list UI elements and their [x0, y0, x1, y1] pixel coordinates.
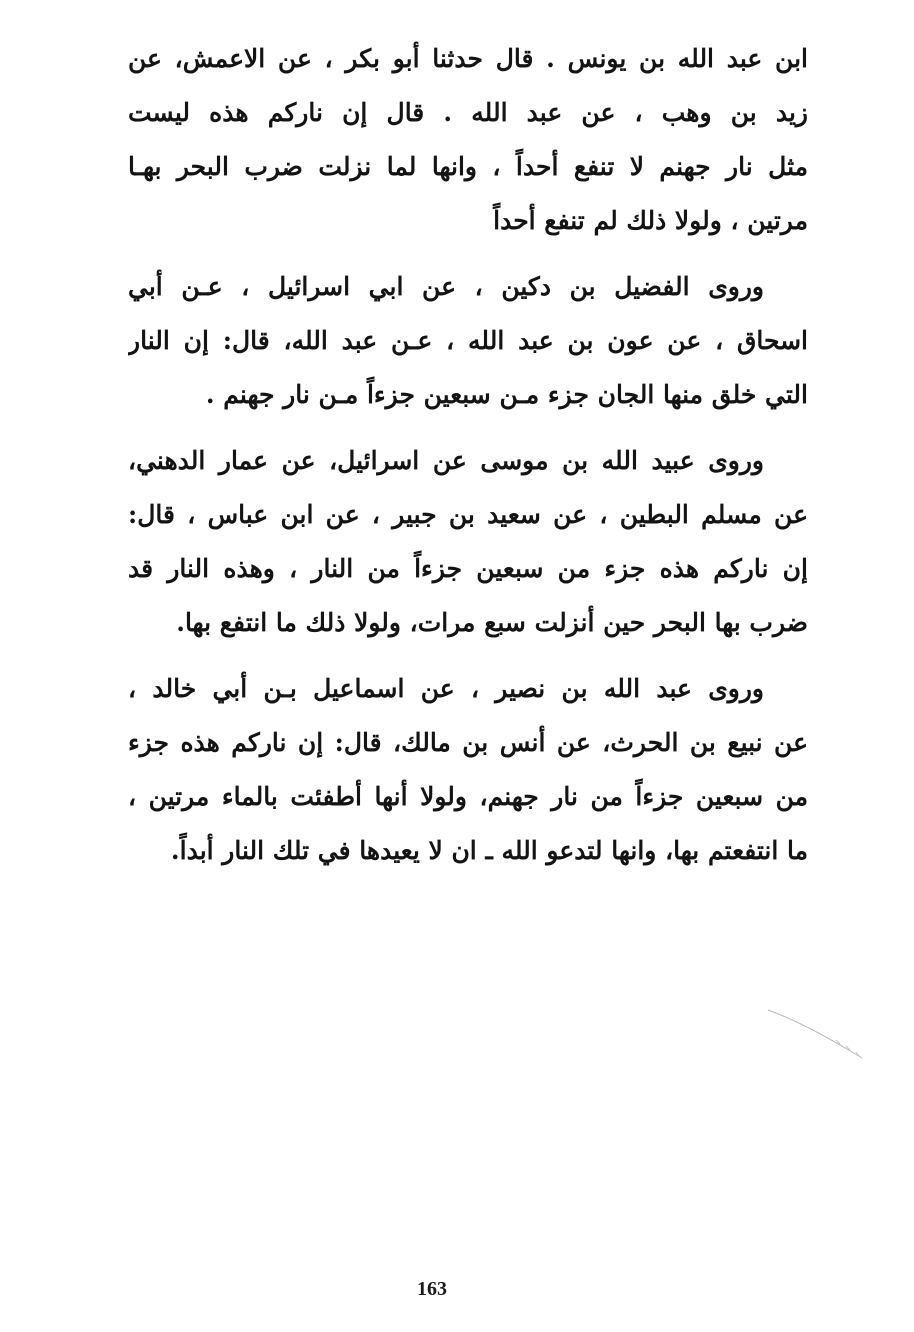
text-line: مثل نار جهنم لا تنفع أحداً ، وانها لما نزلت ضرب البحر بهـا — [128, 152, 808, 181]
text-line: من سبعين جزءاً من نار جهنم، ولولا أنها أطفئت بالماء مرتين ، — [128, 782, 808, 811]
scan-artifact-line — [766, 1006, 866, 1066]
text-line: ابن عبد الله بن يونس . قال حدثنا أبو بكر ، عن الاعمش، عن — [128, 44, 808, 73]
page-number: 163 — [417, 1278, 447, 1300]
text-line: التي خلق منها الجان جزء مـن سبعين جزءاً مـن نار جهنم . — [205, 380, 808, 409]
paragraph-4 — [128, 662, 808, 878]
paragraph-spacer — [128, 422, 808, 434]
paragraph-2 — [128, 260, 808, 422]
paragraph-spacer — [128, 248, 808, 260]
text-line: عن نبيع بن الحرث، عن أنس بن مالك، قال: إن ناركم هذه جزء — [128, 728, 808, 757]
text-line: وروى عبد الله بن نصير ، عن اسماعيل بـن أبي خالد ، — [128, 674, 764, 703]
paragraph-1 — [128, 32, 808, 248]
text-line: وروى عبيد الله بن موسى عن اسرائيل، عن عمار الدهني، — [128, 446, 764, 475]
paragraph-spacer — [128, 650, 808, 662]
text-line: وروى الفضيل بن دكين ، عن ابي اسرائيل ، عـن أبي — [128, 272, 764, 301]
text-line: عن مسلم البطين ، عن سعيد بن جبير ، عن ابن عباس ، قال: — [128, 500, 808, 529]
text-line: اسحاق ، عن عون بن عبد الله ، عـن عبد الله، قال: إن النار — [128, 326, 808, 355]
text-line: إن ناركم هذه جزء من سبعين جزءاً من النار ، وهذه النار قد — [128, 554, 808, 583]
text-line: زيد بن وهب ، عن عبد الله . قال إن ناركم هذه ليست — [128, 98, 808, 127]
text-line: ما انتفعتم بها، وانها لتدعو الله ـ ان لا يعيدها في تلك النار أبداً. — [170, 836, 808, 865]
body-text — [128, 32, 808, 878]
paragraph-3 — [128, 434, 808, 650]
text-line: ضرب بها البحر حين أنزلت سبع مرات، ولولا ذلك ما انتفع بها. — [176, 608, 808, 637]
text-line: مرتين ، ولولا ذلك لم تنفع أحداً — [493, 206, 808, 235]
